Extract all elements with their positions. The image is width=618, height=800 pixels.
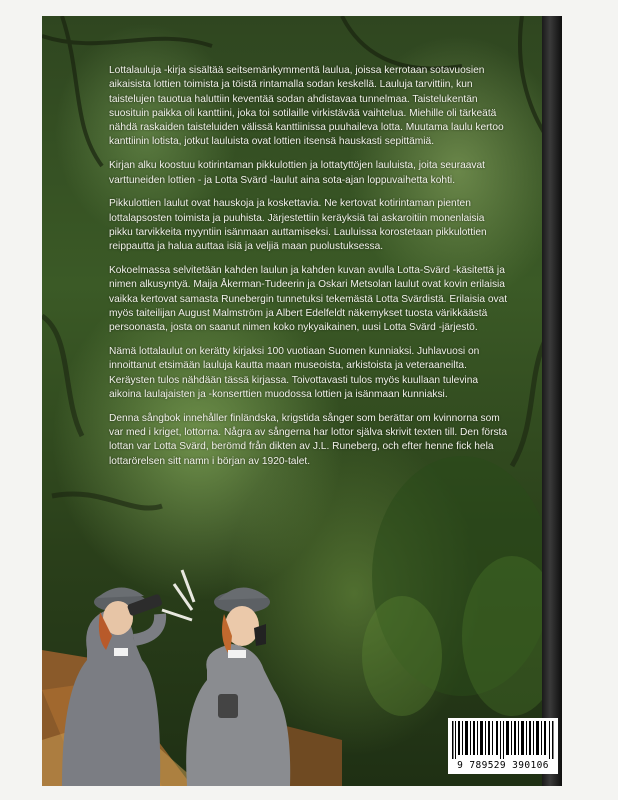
two-lottas-illustration bbox=[42, 540, 342, 786]
isbn-barcode bbox=[448, 718, 558, 774]
description-paragraph-5: Nämä lottalaulut on kerätty kirjaksi 100 vuotiaan Suomen kunniaksi. Juhlavuosi on innoittanut etsimään lauluja kautta maan museoista, arkistoista ja veteraaneilta. Keräysten tulos nähdään tässä kirjassa. Toivottavasti tulos myös kuullaan tulevina aikoina laulajaisten ja -konserttien muodossa lottien ja isänmaan kunniaksi. bbox=[109, 346, 480, 400]
description-paragraph-1: Lottalauluja -kirja sisältää seitsemänkymmentä laulua, joissa kerrotaan sotavuosien aikaisista lottien toimista ja töistä rintamalla sodan keskellä. Lauluja tarvittiin, kun taistelujen tauotua haluttiin keventää sodan ahdistavaa tunnelmaa. Taistelukentän suosituin paikka oli kanttiini, joka toi sotilaille virkistävää vaihtelua. Miehille oli tärkeätä nähdä raskaiden taisteluiden välissä kanttiinissa puuhaileva lotta. Muutama laulu kertoo kanttiinin lotista, jotkut lauluista ovat lottien itsensä hauskasti sepittämiä. bbox=[109, 65, 504, 148]
lotta-with-field-telephone bbox=[162, 570, 290, 786]
barcode-bars bbox=[452, 721, 554, 759]
description-paragraph-swedish: Denna sångbok innehåller finländska, krigstida sånger som berättar om kvinnorna som var med i kriget, lottorna. Några av sångerna har lottor själva skrivit texten till. Den första lottan var Lotta Svärd, berömd från dikten av J.L. Runeberg, och efter henne fick hela lottarörelsen sitt namn i början av 1920-talet. bbox=[109, 412, 508, 467]
isbn-number: 9 789529 390106 bbox=[457, 760, 549, 771]
description-paragraph-4: Kokoelmassa selvitetään kahden laulun ja kahden kuvan avulla Lotta-Svärd -käsitettä ja nimen alkusyntyä. Maija Åkerman-Tudeerin ja Oskari Metsolan laulut ovat kovin erilaisia vaikka kertovat samasta Runebergin tunnetuksi tekemästä Lotta Svärdistä. Erilaisia ovat myös taiteilijan August Malmström ja Albert Edelfeldt näkemykset tuosta värikkäästä persoonasta, josta on saanut nimen koko nykyaikainen, uusi Lotta Svärd -järjestö. bbox=[109, 265, 508, 334]
back-cover-description bbox=[109, 64, 509, 478]
book-back-cover bbox=[42, 16, 562, 786]
description-paragraph-3: Pikkulottien laulut ovat hauskoja ja koskettavia. Ne kertovat kotirintaman pienten lottalapsosten toimista ja puuhista. Järjestettiin keräyksiä tai askaroitiin monenlaisia pikku tarvikkeita myyntiin isänmaan auttamiseksi. Lauluissa korostetaan pikkulottien reippautta ja halua auttaa isiä ja veljiä maan puolustuksessa. bbox=[109, 198, 487, 253]
book-spine bbox=[542, 16, 562, 786]
lotta-with-binoculars bbox=[62, 587, 163, 786]
description-paragraph-2: Kirjan alku koostuu kotirintaman pikkulottien ja lottatyttöjen lauluista, joita seuraavat varttuneiden lottien - ja Lotta Svärd -laulut aina sota-ajan loppuvaihetta kohti. bbox=[109, 160, 486, 186]
